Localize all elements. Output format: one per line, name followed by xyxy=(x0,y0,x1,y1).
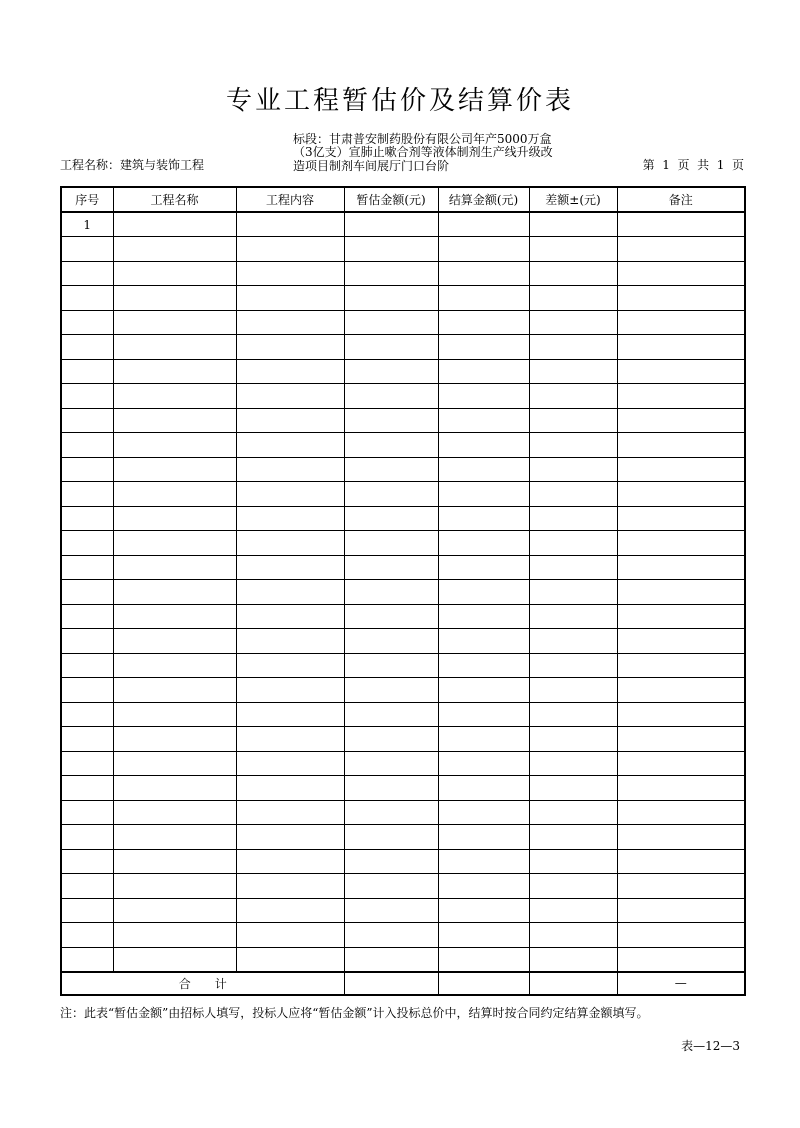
total-remark-cell: — xyxy=(617,972,745,995)
table-cell xyxy=(236,702,344,727)
table-cell xyxy=(438,286,529,311)
table-cell xyxy=(344,751,438,776)
table-cell xyxy=(113,506,236,531)
seq-cell xyxy=(61,310,113,335)
table-cell xyxy=(236,678,344,703)
section-info xyxy=(293,133,553,174)
seq-cell xyxy=(61,335,113,360)
table-cell xyxy=(113,384,236,409)
table-cell xyxy=(344,629,438,654)
table-cell xyxy=(617,874,745,899)
seq-cell xyxy=(61,825,113,850)
table-cell xyxy=(344,261,438,286)
section-line-2: （3亿支）宣肺止嗽合剂等液体制剂生产线升级改 xyxy=(293,145,553,159)
table-cell xyxy=(438,923,529,948)
table-row xyxy=(61,335,745,360)
table-cell xyxy=(438,555,529,580)
table-cell xyxy=(438,604,529,629)
table-row xyxy=(61,849,745,874)
table-cell xyxy=(113,702,236,727)
table-cell xyxy=(438,384,529,409)
seq-cell xyxy=(61,800,113,825)
page-number-info: 第 1 页 共 1 页 xyxy=(642,158,744,172)
table-cell xyxy=(529,849,617,874)
table-row xyxy=(61,212,745,237)
table-cell xyxy=(113,310,236,335)
table-row xyxy=(61,629,745,654)
total-settlement-cell xyxy=(438,972,529,995)
table-cell xyxy=(344,359,438,384)
table-cell xyxy=(113,335,236,360)
seq-cell xyxy=(61,237,113,262)
table-cell xyxy=(113,825,236,850)
table-row xyxy=(61,555,745,580)
table-cell xyxy=(529,653,617,678)
table-cell xyxy=(617,237,745,262)
seq-cell xyxy=(61,702,113,727)
table-cell xyxy=(438,727,529,752)
table-cell xyxy=(113,727,236,752)
table-cell xyxy=(113,629,236,654)
table-cell xyxy=(236,286,344,311)
table-cell xyxy=(344,580,438,605)
table-cell xyxy=(113,286,236,311)
table-cell xyxy=(617,800,745,825)
seq-cell xyxy=(61,947,113,972)
section-line-1: 标段：甘肃普安制药股份有限公司年产5000万盒 xyxy=(293,131,552,146)
table-cell xyxy=(236,849,344,874)
table-cell xyxy=(113,751,236,776)
table-row xyxy=(61,580,745,605)
table-cell xyxy=(236,776,344,801)
table-cell xyxy=(438,212,529,237)
table-cell xyxy=(529,408,617,433)
table-cell xyxy=(344,604,438,629)
table-cell xyxy=(529,800,617,825)
table-cell xyxy=(529,776,617,801)
table-cell xyxy=(236,923,344,948)
table-cell xyxy=(529,384,617,409)
table-cell xyxy=(617,604,745,629)
seq-cell xyxy=(61,408,113,433)
table-cell xyxy=(236,825,344,850)
seq-cell xyxy=(61,580,113,605)
table-cell xyxy=(344,457,438,482)
table-cell xyxy=(617,751,745,776)
table-header-row xyxy=(61,187,745,212)
table-cell xyxy=(438,776,529,801)
column-header: 序号 xyxy=(61,187,113,212)
table-row xyxy=(61,482,745,507)
table-cell xyxy=(438,947,529,972)
table-cell xyxy=(113,531,236,556)
table-cell xyxy=(529,898,617,923)
table-cell xyxy=(438,653,529,678)
table-row xyxy=(61,237,745,262)
table-cell xyxy=(438,261,529,286)
table-cell xyxy=(529,433,617,458)
table-cell xyxy=(344,947,438,972)
table-cell xyxy=(344,653,438,678)
table-row xyxy=(61,874,745,899)
table-row xyxy=(61,310,745,335)
table-row xyxy=(61,653,745,678)
table-row xyxy=(61,678,745,703)
seq-cell xyxy=(61,629,113,654)
table-cell xyxy=(344,506,438,531)
project-name-label: 工程名称：建筑与装饰工程 xyxy=(60,158,205,172)
table-cell xyxy=(617,506,745,531)
table-row xyxy=(61,825,745,850)
seq-cell xyxy=(61,482,113,507)
table-cell xyxy=(529,874,617,899)
table-cell xyxy=(529,310,617,335)
page-title: 专业工程暂估价及结算价表 xyxy=(225,86,574,116)
table-cell xyxy=(113,433,236,458)
estimate-price-table xyxy=(60,186,746,996)
seq-cell xyxy=(61,384,113,409)
table-cell xyxy=(529,678,617,703)
table-cell xyxy=(344,849,438,874)
table-cell xyxy=(617,384,745,409)
table-row xyxy=(61,457,745,482)
table-row xyxy=(61,384,745,409)
table-cell xyxy=(344,800,438,825)
seq-cell xyxy=(61,555,113,580)
table-cell xyxy=(617,776,745,801)
table-cell xyxy=(113,800,236,825)
table-cell xyxy=(438,531,529,556)
table-cell xyxy=(438,457,529,482)
table-cell xyxy=(529,727,617,752)
table-cell xyxy=(236,898,344,923)
table-cell xyxy=(617,310,745,335)
table-row xyxy=(61,604,745,629)
table-cell xyxy=(113,898,236,923)
table-cell xyxy=(438,580,529,605)
table-cell xyxy=(344,433,438,458)
table-cell xyxy=(438,359,529,384)
table-cell xyxy=(438,702,529,727)
table-cell xyxy=(236,359,344,384)
table-row xyxy=(61,947,745,972)
seq-cell xyxy=(61,776,113,801)
table-cell xyxy=(529,555,617,580)
table-cell xyxy=(529,629,617,654)
table-cell xyxy=(529,751,617,776)
table-cell xyxy=(438,751,529,776)
table-cell xyxy=(529,531,617,556)
table-cell xyxy=(236,482,344,507)
table-cell xyxy=(113,359,236,384)
table-cell xyxy=(344,531,438,556)
section-line-3: 造项目制剂车间展厅门口台阶 xyxy=(293,158,450,173)
table-cell xyxy=(113,555,236,580)
table-cell xyxy=(113,947,236,972)
table-cell xyxy=(438,898,529,923)
seq-cell xyxy=(61,874,113,899)
table-cell xyxy=(236,212,344,237)
table-cell xyxy=(113,212,236,237)
header-info xyxy=(60,130,744,176)
table-cell xyxy=(236,604,344,629)
seq-cell xyxy=(61,751,113,776)
table-cell xyxy=(113,482,236,507)
seq-cell xyxy=(61,433,113,458)
table-cell xyxy=(113,580,236,605)
table-cell xyxy=(236,800,344,825)
table-cell xyxy=(438,629,529,654)
seq-cell xyxy=(61,604,113,629)
table-row xyxy=(61,433,745,458)
table-cell xyxy=(617,849,745,874)
table-cell xyxy=(438,678,529,703)
table-cell xyxy=(529,923,617,948)
form-code: 表—12—3 xyxy=(681,1039,740,1053)
table-cell xyxy=(438,482,529,507)
table-cell xyxy=(113,874,236,899)
table-cell xyxy=(438,408,529,433)
table-cell xyxy=(529,261,617,286)
table-cell xyxy=(617,727,745,752)
table-cell xyxy=(236,310,344,335)
table-cell xyxy=(529,825,617,850)
table-cell xyxy=(617,261,745,286)
table-cell xyxy=(236,335,344,360)
table-cell xyxy=(344,335,438,360)
table-cell xyxy=(236,580,344,605)
table-cell xyxy=(617,531,745,556)
table-cell xyxy=(113,923,236,948)
table-cell xyxy=(438,800,529,825)
column-header: 暂估金额(元) xyxy=(344,187,438,212)
table-row xyxy=(61,751,745,776)
seq-cell xyxy=(61,506,113,531)
table-cell xyxy=(344,825,438,850)
table-cell xyxy=(617,212,745,237)
table-cell xyxy=(236,261,344,286)
table-cell xyxy=(344,727,438,752)
seq-cell: 1 xyxy=(61,212,113,237)
table-cell xyxy=(438,506,529,531)
table-cell xyxy=(236,947,344,972)
table-cell xyxy=(344,408,438,433)
table-cell xyxy=(529,237,617,262)
table-cell xyxy=(617,408,745,433)
seq-cell xyxy=(61,286,113,311)
table-cell xyxy=(236,384,344,409)
table-cell xyxy=(236,555,344,580)
table-row xyxy=(61,702,745,727)
table-cell xyxy=(113,457,236,482)
table-cell xyxy=(236,653,344,678)
table-row xyxy=(61,261,745,286)
table-row xyxy=(61,506,745,531)
table-cell xyxy=(344,384,438,409)
table-cell xyxy=(617,335,745,360)
seq-cell xyxy=(61,531,113,556)
column-header: 差额±(元) xyxy=(529,187,617,212)
table-cell xyxy=(438,825,529,850)
table-cell xyxy=(617,580,745,605)
table-cell xyxy=(438,433,529,458)
table-cell xyxy=(236,457,344,482)
table-cell xyxy=(113,678,236,703)
table-cell xyxy=(617,947,745,972)
table-cell xyxy=(617,629,745,654)
table-cell xyxy=(438,237,529,262)
table-row xyxy=(61,727,745,752)
table-cell xyxy=(344,776,438,801)
table-cell xyxy=(113,604,236,629)
seq-cell xyxy=(61,849,113,874)
table-cell xyxy=(236,751,344,776)
table-cell xyxy=(617,702,745,727)
table-row xyxy=(61,898,745,923)
table-cell xyxy=(344,874,438,899)
table-cell xyxy=(344,555,438,580)
table-row xyxy=(61,286,745,311)
table-cell xyxy=(113,261,236,286)
table-cell xyxy=(344,482,438,507)
table-cell xyxy=(344,702,438,727)
table-cell xyxy=(617,286,745,311)
table-cell xyxy=(529,604,617,629)
table-cell xyxy=(236,629,344,654)
table-cell xyxy=(113,237,236,262)
table-cell xyxy=(344,310,438,335)
column-header: 结算金额(元) xyxy=(438,187,529,212)
table-row xyxy=(61,359,745,384)
table-row xyxy=(61,923,745,948)
table-cell xyxy=(113,653,236,678)
table-cell xyxy=(617,653,745,678)
table-cell xyxy=(113,849,236,874)
table-cell xyxy=(344,212,438,237)
table-cell xyxy=(529,359,617,384)
footnote: 注：此表“暂估金额”由招标人填写，投标人应将“暂估金额”计入投标总价中，结算时按合同约定结算金额填写。 xyxy=(60,1006,649,1020)
table-cell xyxy=(344,923,438,948)
table-cell xyxy=(344,286,438,311)
table-cell xyxy=(113,408,236,433)
table-cell xyxy=(617,482,745,507)
table-cell xyxy=(529,335,617,360)
table-cell xyxy=(438,310,529,335)
table-row xyxy=(61,776,745,801)
table-cell xyxy=(113,776,236,801)
table-cell xyxy=(236,237,344,262)
table-cell xyxy=(236,874,344,899)
table-cell xyxy=(236,433,344,458)
table-cell xyxy=(617,898,745,923)
column-header: 备注 xyxy=(617,187,745,212)
table-cell xyxy=(617,923,745,948)
table-cell xyxy=(236,506,344,531)
table-cell xyxy=(617,678,745,703)
total-difference-cell xyxy=(529,972,617,995)
table-cell xyxy=(529,506,617,531)
table-cell xyxy=(617,825,745,850)
table-cell xyxy=(617,359,745,384)
table-cell xyxy=(529,457,617,482)
table-cell xyxy=(438,335,529,360)
table-cell xyxy=(236,531,344,556)
seq-cell xyxy=(61,678,113,703)
table-cell xyxy=(617,555,745,580)
table-row xyxy=(61,408,745,433)
total-estimate-cell xyxy=(344,972,438,995)
seq-cell xyxy=(61,923,113,948)
table-cell xyxy=(438,849,529,874)
column-header: 工程内容 xyxy=(236,187,344,212)
seq-cell xyxy=(61,727,113,752)
table-cell xyxy=(529,482,617,507)
total-row xyxy=(61,972,745,995)
table-cell xyxy=(529,212,617,237)
table-cell xyxy=(344,237,438,262)
seq-cell xyxy=(61,359,113,384)
table-cell xyxy=(617,457,745,482)
total-label-cell: 合 计 xyxy=(61,972,344,995)
table-cell xyxy=(438,874,529,899)
table-cell xyxy=(236,408,344,433)
table-cell xyxy=(344,898,438,923)
table-row xyxy=(61,531,745,556)
seq-cell xyxy=(61,653,113,678)
seq-cell xyxy=(61,457,113,482)
table-row xyxy=(61,800,745,825)
table-cell xyxy=(236,727,344,752)
table-cell xyxy=(529,580,617,605)
seq-cell xyxy=(61,261,113,286)
table-cell xyxy=(529,702,617,727)
column-header: 工程名称 xyxy=(113,187,236,212)
table-cell xyxy=(344,678,438,703)
table-cell xyxy=(617,433,745,458)
table-cell xyxy=(529,286,617,311)
seq-cell xyxy=(61,898,113,923)
table-cell xyxy=(529,947,617,972)
